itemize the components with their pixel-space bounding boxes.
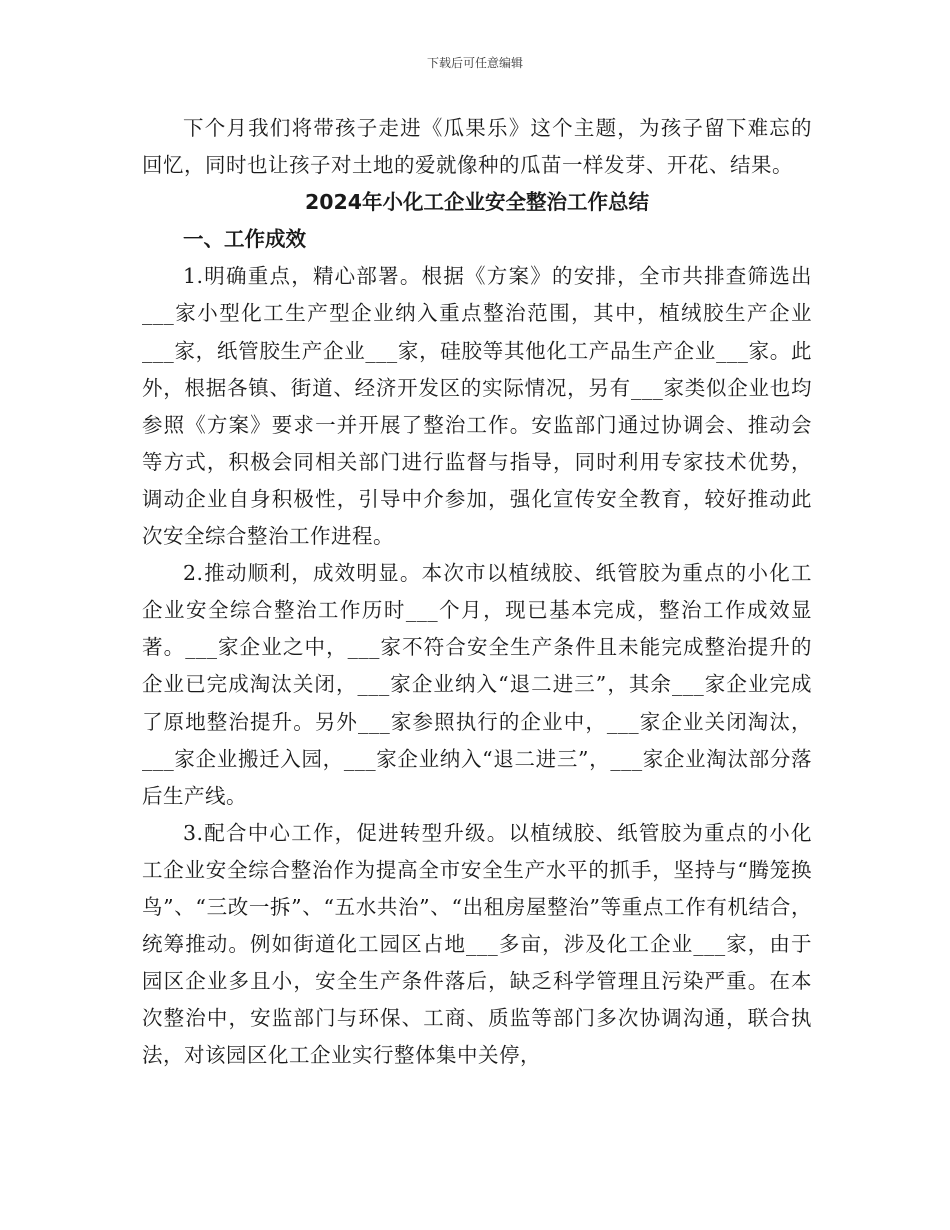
document-title: 2024年小化工企业安全整治工作总结 <box>304 190 650 215</box>
paragraph-3: 3.配合中心工作，促进转型升级。以植绒胶、纸管胶为重点的小化工企业安全综合整治作为提高全市安全生产水平的抓手，坚持与“腾笼换鸟”、“三改一拆”、“五水共治”、“出租房屋整治”等重点工作有机结合，统筹推动。例如街道化工园区占地___多亩，涉及化工企业___家，由于园区企业多且小，安全生产条件落后，缺乏科学管理且污染严重。在本次整治中，安监部门与环保、工商、质监等部门多次协调沟通，联合执法，对该园区化工企业实行整体集中关停， <box>142 820 812 1068</box>
intro-paragraph: 下个月我们将带孩子走进《瓜果乐》这个主题，为孩子留下难忘的回忆，同时也让孩子对土地的爱就像种的瓜苗一样发芽、开花、结果。 <box>142 116 812 178</box>
page-header: 下载后可任意编辑 <box>426 56 523 70</box>
section-heading: 一、工作成效 <box>183 227 306 252</box>
document-body <box>142 110 812 1074</box>
paragraph-1: 1.明确重点，精心部署。根据《方案》的安排，全市共排查筛选出___家小型化工生产型企业纳入重点整治范围，其中，植绒胶生产企业___家，纸管胶生产企业___家，硅胶等其他化工产品生产企业___家。此外，根据各镇、街道、经济开发区的实际情况，另有___家类似企业也均参照《方案》要求一并开展了整治工作。安监部门通过协调会、推动会等方式，积极会同相关部门进行监督与指导，同时利用专家技术优势，调动企业自身积极性，引导中介参加，强化宣传安全教育，较好推动此次安全综合整治工作进程。 <box>142 264 812 549</box>
paragraph-2: 2.推动顺利，成效明显。本次市以植绒胶、纸管胶为重点的小化工企业安全综合整治工作历时___个月，现已基本完成，整治工作成效显著。___家企业之中，___家不符合安全生产条件且未能完成整治提升的企业已完成淘汰关闭，___家企业纳入“退二进三”，其余___家企业完成了原地整治提升。另外___家参照执行的企业中，___家企业关闭淘汰，___家企业搬迁入园，___家企业纳入“退二进三”，___家企业淘汰部分落后生产线。 <box>142 561 812 808</box>
